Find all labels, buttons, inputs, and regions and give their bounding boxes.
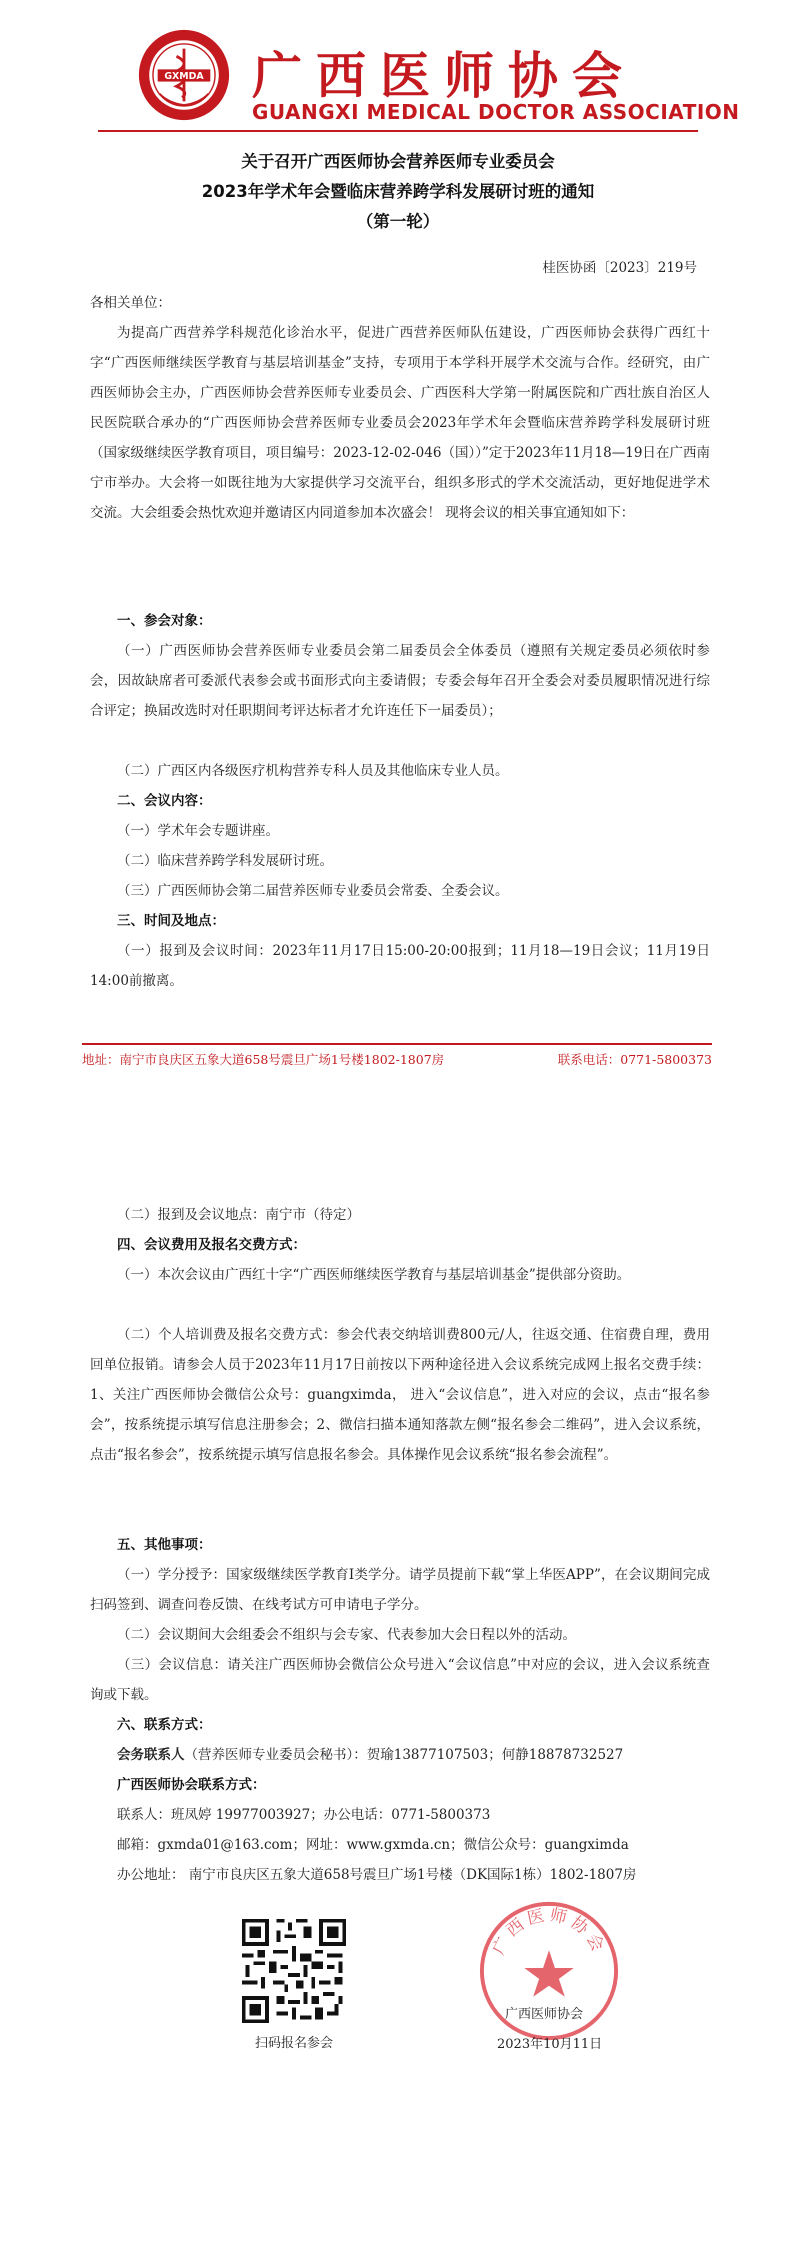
logo-text: GXMDA [164, 71, 204, 83]
section-3-item-2: （二）报到及会议地点：南宁市（待定） [117, 1207, 360, 1223]
section-4-item-2: （二）个人培训费及报名交费方式：参会代表交纳培训费800元/人，往返交通、住宿费自理，费用回单位报销。请参会人员于2023年11月17日前按以下两种途径进入会议系统完成网上报名交费手续：1、关注广西医师协会微信公众号：guangximda， 进入“会议信息”，进入对应的会议，点击“报名参会”，按系统提示填写信息注册参会；2、微信扫描本通知落款左侧“报名参会二维码”，进入会议系统，点击“报名参会”，按系统提示填写信息报名参会。具体操作见会议系统“报名参会流程”。 [90, 1327, 710, 1463]
footer-phone: 联系电话：0771-5800373 [557, 1052, 712, 1067]
section-5-heading: 五、其他事项： [117, 1537, 212, 1553]
salutation: 各相关单位： [90, 295, 171, 311]
section-3-item-1: （一）报到及会议时间：2023年11月17日15:00-20:00报到；11月18—19日会议；11月19日14:00前撤离。 [90, 943, 710, 989]
section-2-item-2: （二）临床营养跨学科发展研讨班。 [117, 853, 333, 869]
intro-paragraph: 为提高广西营养学科规范化诊治水平，促进广西营养医师队伍建设，广西医师协会获得广西红十字“广西医师继续医学教育与基层培训基金”支持，专项用于本学科开展学术交流与合作。经研究，由广西医师协会主办，广西医师协会营养医师专业委员会、广西医科大学第一附属医院和广西壮族自治区人民医院联合承办的“广西医师协会营养医师专业委员会2023年学术年会暨临床营养跨学科发展研讨班（国家级继续医学教育项目，项目编号：2023-12-02-046（国））”定于2023年11月18—19日在广西南宁市举办。大会将一如既往地为大家提供学习交流平台，组织多形式的学术交流活动，更好地促进学术交流。大会组委会热忱欢迎并邀请区内同道参加本次盛会！ 现将会议的相关事宜通知如下： [90, 325, 710, 521]
section-5-item-1: （一）学分授予：国家级继续医学教育Ⅰ类学分。请学员提前下载“掌上华医APP”，在会议期间完成扫码签到、调查问卷反馈、在线考试方可申请电子学分。 [90, 1567, 710, 1613]
doc-title-line1: 关于召开广西医师协会营养医师专业委员会 [241, 152, 555, 171]
meeting-contact-detail: （营养医师专业委员会秘书）：贺瑜13877107503；何静18878732527 [184, 1747, 624, 1763]
association-address: 办公地址： 南宁市良庆区五象大道658号震旦广场1号楼（DK国际1栋）1802-1807房 [117, 1867, 637, 1883]
section-4-item-1: （一）本次会议由广西红十字“广西医师继续医学教育与基层培训基金”提供部分资助。 [117, 1267, 631, 1283]
footer-divider [82, 1043, 712, 1045]
footer-address: 地址：南宁市良庆区五象大道658号震旦广场1号楼1802-1807房 [82, 1052, 445, 1067]
official-seal-icon [475, 1897, 623, 2045]
section-1-item-2: （二）广西区内各级医疗机构营养专科人员及其他临床专业人员。 [117, 763, 509, 779]
doc-title-line3: （第一轮） [356, 212, 440, 231]
header-divider [98, 130, 698, 132]
doc-title-line2: 2023年学术年会暨临床营养跨学科发展研讨班的通知 [201, 182, 595, 201]
meeting-contact-lead: 会务联系人 [117, 1747, 185, 1763]
org-name: 广西医师协会 [252, 47, 636, 105]
association-contact-heading: 广西医师协会联系方式： [117, 1777, 266, 1793]
signoff-date: 2023年10月11日 [497, 2037, 603, 2052]
section-6-heading: 六、联系方式： [117, 1717, 212, 1733]
section-5-item-2: （二）会议期间大会组委会不组织与会专家、代表参加大会日程以外的活动。 [117, 1627, 576, 1643]
section-2-item-1: （一）学术年会专题讲座。 [117, 823, 279, 839]
qr-caption: 扫码报名参会 [254, 2036, 333, 2051]
section-2-item-3: （三）广西医师协会第二届营养医师专业委员会常委、全委会议。 [117, 883, 509, 899]
association-contact-web: 邮箱：gxmda01@163.com；网址：www.gxmda.cn；微信公众号：guangximda [117, 1837, 629, 1853]
association-contact-person: 联系人：班凤婷 19977003927；办公电话：0771-5800373 [117, 1807, 491, 1823]
section-5-item-3: （三）会议信息：请关注广西医师协会微信公众号进入“会议信息”中对应的会议，进入会议系统查询或下载。 [90, 1657, 710, 1703]
section-1-heading: 一、参会对象： [117, 613, 212, 629]
section-3-heading: 三、时间及地点： [117, 913, 225, 929]
org-name-en: GUANGXI MEDICAL DOCTOR ASSOCIATION [252, 100, 740, 124]
gxmda-logo-icon [137, 28, 231, 122]
section-2-heading: 二、会议内容： [117, 793, 212, 809]
section-4-heading: 四、会议费用及报名交费方式： [117, 1237, 306, 1253]
document-number: 桂医协函〔2023〕219号 [542, 260, 697, 276]
svg-text:广西医师协会 [488, 1904, 610, 1957]
seal-text: 广西医师协会 [487, 1904, 611, 1958]
registration-qr-code-icon[interactable] [238, 1915, 350, 2027]
signoff-org: 广西医师协会 [505, 2007, 584, 2022]
meeting-contact [117, 1740, 623, 1770]
section-1-item-1: （一）广西医师协会营养医师专业委员会第二届委员会全体委员（遵照有关规定委员必须依时参会，因故缺席者可委派代表参会或书面形式向主委请假；专委会每年召开全委会对委员履职情况进行综合评定；换届改选时对任职期间考评达标者才允许连任下一届委员）； [90, 643, 710, 719]
